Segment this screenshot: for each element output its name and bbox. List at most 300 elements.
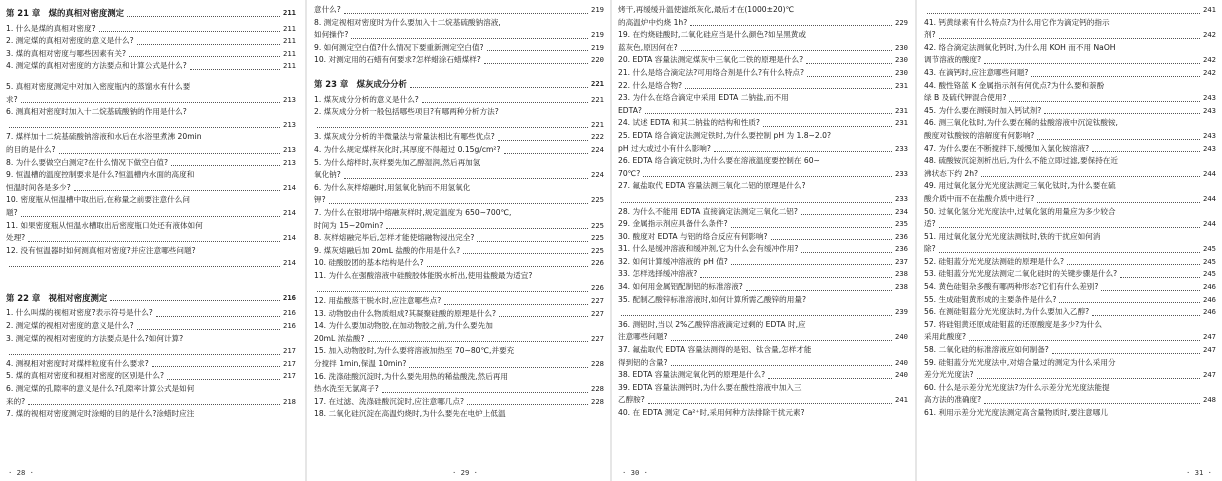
- question-text: 15. 加入动物胶时,为什么要将溶液加热至 70~80℃,并要充: [314, 346, 515, 356]
- dot-leader: [351, 37, 588, 39]
- toc-entry: [314, 245, 604, 258]
- question-text: 2. 测定煤的视相对密度的意义是什么?: [6, 321, 134, 331]
- question-text: 3. 煤灰成分分析的半微量法与常量法相比有哪些优点?: [314, 132, 495, 142]
- toc-entry: [618, 130, 908, 143]
- question-text: 2. 测定煤的真相对密度的意义是什么?: [6, 36, 134, 46]
- toc-entry: [618, 256, 908, 269]
- question-text: 22. 什么是络合物?: [618, 80, 683, 90]
- page-ref: 228: [591, 396, 604, 406]
- page-ref: 214: [283, 182, 296, 192]
- page-ref: 247: [1203, 332, 1216, 342]
- toc-entry: [314, 396, 604, 409]
- toc-entry-continuation: [924, 218, 1216, 231]
- page-ref: 211: [283, 8, 296, 17]
- dot-leader: [714, 150, 892, 152]
- question-text: 的高温炉中灼烧 1h?: [618, 17, 688, 27]
- page-ref: 240: [895, 370, 908, 380]
- question-text: 处理?: [6, 233, 26, 243]
- dot-leader: [409, 366, 588, 368]
- toc-entry: [314, 54, 604, 67]
- toc-entry: [924, 231, 1216, 244]
- question-text: 10. 硅酸胶团的基本结构是什么?: [314, 258, 424, 268]
- toc-entry: [6, 307, 296, 320]
- question-text: 乙醇胺?: [618, 395, 645, 405]
- page-ref: 238: [895, 282, 908, 292]
- page-ref: 213: [283, 119, 296, 129]
- question-text: 58. 二氧化硅的标准溶液应如何制备?: [924, 345, 1049, 355]
- question-text: 1. 什么是煤的真相对密度?: [6, 23, 96, 33]
- toc-entry-continuation: [924, 92, 1216, 105]
- page-ref: 227: [591, 333, 604, 343]
- dot-leader: [1037, 138, 1200, 140]
- question-text: 23. 为什么在络合滴定中采用 EDTA 二钠盐,而不用: [618, 93, 789, 103]
- question-text: 33. 怎样选择缓冲溶液?: [618, 269, 698, 279]
- question-text: 1. 什么叫煤的视相对密度?表示符号是什么?: [6, 308, 153, 318]
- dot-leader: [700, 276, 892, 278]
- toc-entry: [6, 320, 296, 333]
- page-gutter: [305, 0, 307, 481]
- toc-entry: [314, 371, 604, 384]
- toc-entry: [618, 218, 908, 231]
- question-text: 36. 测铝时,当以 2%乙酸锌溶液滴定过剩的 EDTA 时,应: [618, 319, 806, 329]
- question-text: 24. 试述 EDTA 和其二钠盐的结构和性质?: [618, 118, 760, 128]
- question-text: 沸状态下约 2h?: [924, 168, 979, 178]
- page-ref: 233: [895, 143, 908, 153]
- dot-leader: [110, 299, 280, 301]
- chapter-heading: [314, 78, 604, 91]
- toc-entry: [618, 407, 908, 420]
- chapter-title: 第 22 章 视相对密度测定: [6, 292, 108, 303]
- page-ref: 235: [895, 219, 908, 229]
- toc-entry-continuation: [924, 168, 1216, 181]
- toc-entry: [618, 29, 908, 42]
- dot-leader: [137, 43, 280, 45]
- page-ref: 213: [283, 157, 296, 167]
- page-ref: 247: [1203, 370, 1216, 380]
- toc-entry-continuation: [924, 4, 1216, 17]
- dot-leader: [731, 263, 892, 265]
- toc-entry: [314, 257, 604, 270]
- dot-leader: [806, 62, 892, 64]
- question-text: 热水洗至无氯离子?: [314, 384, 379, 394]
- dot-leader: [981, 175, 1200, 177]
- toc-entry-continuation: [314, 282, 604, 295]
- toc-entry-continuation: [6, 182, 296, 195]
- question-text: 55. 生成硅钼黄形成的主要条件是什么?: [924, 294, 1057, 304]
- toc-entry-continuation: [314, 119, 604, 132]
- page-ref: 243: [1203, 93, 1216, 103]
- dot-leader: [317, 126, 588, 128]
- toc-entry: [6, 370, 296, 383]
- toc-entry: [314, 308, 604, 321]
- question-text: 18. 二氧化硅沉淀在高温灼烧时,为什么要先在电炉上低温: [314, 409, 506, 419]
- page-ref: 225: [591, 233, 604, 243]
- dot-leader: [368, 340, 588, 342]
- dot-leader: [1101, 289, 1200, 291]
- question-text: 3. 测定煤的视相对密度的方法要点是什么?如何计算?: [6, 333, 184, 343]
- toc-entry: [314, 144, 604, 157]
- page-ref: 242: [1203, 55, 1216, 65]
- question-text: 求?: [6, 94, 18, 104]
- page-ref: 222: [591, 132, 604, 142]
- toc-entry-continuation: [618, 42, 908, 55]
- toc-entry: [924, 407, 1216, 420]
- dot-leader: [690, 24, 892, 26]
- toc-entry: [314, 345, 604, 358]
- question-text: 3. 煤的真相对密度与哪些因素有关?: [6, 48, 127, 58]
- page-ref: 241: [895, 395, 908, 405]
- toc-entry: [924, 294, 1216, 307]
- toc-page-31: [918, 0, 1222, 481]
- page-ref: 231: [895, 105, 908, 115]
- toc-entry: [6, 408, 296, 421]
- page-ref: 216: [283, 308, 296, 318]
- question-text: 时间为 15~20min?: [314, 220, 384, 230]
- dot-leader: [643, 175, 892, 177]
- question-text: 7. 煤样加十二烷基硫酸钠溶液和水后在水浴里煮沸 20min: [6, 132, 202, 142]
- page-ref: 225: [591, 195, 604, 205]
- page-ref: 243: [1203, 143, 1216, 153]
- dot-leader: [317, 290, 588, 292]
- toc-entry: [924, 155, 1216, 168]
- question-text: 20. EDTA 容量法测定煤灰中三氧化二铁的原理是什么?: [618, 55, 804, 65]
- toc-entry: [924, 382, 1216, 395]
- toc-entry: [924, 117, 1216, 130]
- question-text: 除?: [924, 244, 936, 254]
- chapter-title: 第 23 章 煤灰成分分析: [314, 78, 407, 89]
- dot-leader: [9, 126, 280, 128]
- question-text: 来的?: [6, 396, 26, 406]
- page-ref: 211: [283, 23, 296, 33]
- toc-entry: [618, 92, 908, 105]
- dot-leader: [9, 265, 280, 267]
- page-ref: 246: [1203, 294, 1216, 304]
- toc-entry: [924, 180, 1216, 193]
- page-ref: 226: [591, 258, 604, 268]
- question-text: 59. 硅钼蓝分光光度法中,对熔合量过的测定为什么采用分: [924, 357, 1116, 367]
- page-ref: 240: [895, 332, 908, 342]
- toc-entry: [618, 206, 908, 219]
- page-ref: 244: [1203, 168, 1216, 178]
- question-text: 48. 硫酸铵沉淀剂析出后,为什么不能立即过滤,要保持在近: [924, 156, 1118, 166]
- toc-entry-continuation: [6, 94, 296, 107]
- question-text: 采用此酸度?: [924, 332, 966, 342]
- dot-leader: [9, 353, 280, 355]
- question-text: 32. 如何计算缓冲溶液的 pH 值?: [618, 256, 728, 266]
- page-ref: 211: [283, 48, 296, 58]
- toc-entry-continuation: [924, 193, 1216, 206]
- question-text: 4. 测定煤的真相对密度的方法要点和计算公式是什么?: [6, 61, 187, 71]
- question-text: 47. 为什么要在不断搅拌下,缓慢加入氯化铵溶液?: [924, 143, 1090, 153]
- toc-entry: [924, 281, 1216, 294]
- dot-leader: [344, 177, 588, 179]
- toc-entry: [924, 268, 1216, 281]
- toc-entry: [924, 357, 1216, 370]
- toc-entry: [924, 67, 1216, 80]
- toc-entry: [314, 157, 604, 170]
- toc-entry: [6, 48, 296, 61]
- dot-leader: [939, 226, 1200, 228]
- dot-leader: [152, 365, 280, 367]
- dot-leader: [410, 86, 588, 88]
- dot-leader: [1037, 201, 1200, 203]
- toc-entry: [6, 131, 296, 144]
- question-text: 10. 对测定用的石蜡有何要求?怎样蜡涂石蜡煤样?: [314, 55, 481, 65]
- page-ref: 246: [1203, 282, 1216, 292]
- dot-leader: [1092, 314, 1200, 316]
- question-text: 42. 络合滴定法测氧化钙时,为什么用 KOH 而不用 NaOH: [924, 42, 1116, 52]
- toc-entry-continuation: [618, 193, 908, 206]
- page-number: · 29 ·: [452, 468, 478, 477]
- question-text: 37. 氟盐取代 EDTA 容量法测得的是铝、钛含量,怎样才能: [618, 345, 812, 355]
- toc-entry-continuation: [6, 232, 296, 245]
- dot-leader: [484, 62, 588, 64]
- toc-entry: [618, 344, 908, 357]
- question-text: 31. 什么是缓冲溶液和缓冲剂,它为什么会有缓冲作用?: [618, 244, 799, 254]
- question-text: 34. 如何用金属铝配制铝的标准溶液?: [618, 282, 743, 292]
- toc-entry: [314, 106, 604, 119]
- page-ref: 211: [283, 36, 296, 46]
- toc-entry: [924, 42, 1216, 55]
- question-text: 1. 煤灰成分分析的意义是什么?: [314, 94, 419, 104]
- dot-leader: [671, 364, 892, 366]
- dot-leader: [99, 30, 280, 32]
- toc-entry-continuation: [618, 4, 908, 17]
- toc-entry: [924, 344, 1216, 357]
- toc-entry-continuation: [618, 357, 908, 370]
- question-text: 61. 利用示差分光光度法测定高含量物质时,要注意哪儿: [924, 408, 1108, 417]
- question-text: 40. 在 EDTA 测定 Ca²⁺时,采用何种方法排除干扰元素?: [618, 408, 805, 417]
- toc-entry: [618, 294, 908, 307]
- question-text: 12. 用盐酸蒸干脱水时,应注意哪些点?: [314, 296, 442, 306]
- question-text: 4. 为什么规定煤样灰化时,其厚度不得超过 0.15g/cm²?: [314, 144, 501, 154]
- dot-leader: [621, 201, 892, 203]
- question-text: 9. 恒温槽的温度控制要求是什么?恒温槽内水面的高度和: [6, 170, 195, 180]
- page-ref: 248: [1203, 395, 1216, 405]
- toc-entry: [6, 157, 296, 170]
- question-text: 43. 在滴钙时,应注意哪些问题?: [924, 67, 1029, 77]
- toc-entry: [6, 358, 296, 371]
- page-ref: 241: [1203, 5, 1216, 14]
- page-ref: 227: [591, 308, 604, 318]
- page-ref: 239: [895, 307, 908, 317]
- dot-leader: [21, 215, 280, 217]
- toc-entry-continuation: [924, 54, 1216, 67]
- toc-entry: [314, 320, 604, 333]
- page-ref: 242: [1203, 30, 1216, 40]
- question-text: 6. 测定煤的孔隙率的意义是什么?孔隙率计算公式是如何: [6, 384, 195, 394]
- dot-leader: [969, 339, 1200, 341]
- toc-entry: [618, 155, 908, 168]
- question-text: 44. 酸性铬蓝 K 金属指示剂有何优点?为什么要和萘酚: [924, 80, 1105, 90]
- question-text: 25. EDTA 络合滴定法测定铁时,为什么要控制 pH 为 1.8~2.0?: [618, 130, 832, 140]
- dot-leader: [463, 252, 588, 254]
- toc-entry: [314, 295, 604, 308]
- toc-entry-continuation: [618, 168, 908, 181]
- page-ref: 231: [895, 80, 908, 90]
- page-ref: 226: [591, 283, 604, 293]
- page-number: · 30 ·: [622, 468, 648, 477]
- toc-entry: [6, 194, 296, 207]
- toc-entry: [618, 180, 908, 193]
- question-text: 53. 硅钼蓝分光光度法测定二氧化硅时的关键步骤是什么?: [924, 269, 1118, 279]
- page-ref: 230: [895, 42, 908, 52]
- dot-leader: [444, 303, 588, 305]
- toc-entry-continuation: [924, 29, 1216, 42]
- page-ref: 245: [1203, 256, 1216, 266]
- page-ref: 219: [591, 5, 604, 14]
- dot-leader: [977, 377, 1200, 379]
- question-text: 51. 用过氧化氢分光光度法测钛时,铁的干扰应如何消: [924, 231, 1101, 241]
- toc-entry-continuation: [6, 144, 296, 157]
- toc-page-30: [612, 0, 914, 481]
- page-ref: 245: [1203, 269, 1216, 279]
- page-ref: 233: [895, 168, 908, 178]
- question-text: 差分光光度法?: [924, 370, 974, 380]
- page-ref: 246: [1203, 307, 1216, 317]
- dot-leader: [127, 15, 280, 17]
- dot-leader: [645, 112, 892, 114]
- dot-leader: [1059, 301, 1200, 303]
- question-text: 17. 在过滤、洗涤硅酸沉淀时,应注意哪几点?: [314, 396, 465, 406]
- toc-entry: [6, 60, 296, 73]
- toc-entry-continuation: [314, 383, 604, 396]
- dot-leader: [1067, 263, 1200, 265]
- question-text: 30. 酸度对 EDTA 与铝的络合反应有何影响?: [618, 231, 768, 241]
- page-ref: 229: [895, 17, 908, 27]
- dot-leader: [984, 402, 1200, 404]
- page-ref: 213: [283, 144, 296, 154]
- page-ref: 213: [283, 94, 296, 104]
- toc-entry: [924, 143, 1216, 156]
- dot-leader: [171, 164, 280, 166]
- question-text: 意什么?: [314, 5, 341, 14]
- toc-page-28: [0, 0, 302, 481]
- dot-leader: [156, 315, 280, 317]
- question-text: 20mL 浓盐酸?: [314, 333, 365, 343]
- dot-leader: [685, 87, 892, 89]
- question-text: 5. 为什么熔样时,灰样要先加乙醇湿润,然后再加氢: [314, 157, 481, 167]
- toc-entry-continuation: [618, 306, 908, 319]
- toc-entry-continuation: [924, 331, 1216, 344]
- page-ref: 236: [895, 231, 908, 241]
- dot-leader: [801, 251, 892, 253]
- toc-entry-continuation: [6, 257, 296, 270]
- dot-leader: [477, 240, 588, 242]
- page-ref: 211: [283, 61, 296, 71]
- question-text: 60. 什么是示差分光光度法?为什么示差分光光度法能提: [924, 382, 1110, 392]
- page-ref: 225: [591, 245, 604, 255]
- page-ref: 217: [283, 358, 296, 368]
- page-ref: 234: [895, 206, 908, 216]
- dot-leader: [1044, 112, 1200, 114]
- toc-entry-continuation: [924, 369, 1216, 382]
- toc-entry: [314, 207, 604, 220]
- question-text: 如何操作?: [314, 30, 349, 40]
- toc-entry: [314, 232, 604, 245]
- question-text: 56. 在测硅钼蓝分光光度法时,为什么要加入乙醇?: [924, 307, 1090, 317]
- toc-entry-continuation: [6, 396, 296, 409]
- question-text: 16. 洗涤硅酸沉淀时,为什么要先用热的稀盐酸洗,然后再用: [314, 371, 508, 381]
- toc-page-29: [308, 0, 610, 481]
- page-ref: 228: [591, 384, 604, 394]
- dot-leader: [939, 37, 1200, 39]
- page-ref: 237: [895, 256, 908, 266]
- question-text: 52. 硅钼蓝分光光度法测硅的原理是什么?: [924, 256, 1065, 266]
- page-ref: 224: [591, 144, 604, 154]
- page-ref: 243: [1203, 105, 1216, 115]
- question-text: 38. EDTA 容量法测定氧化钙的原理是什么?: [618, 370, 766, 380]
- question-text: 8. 测定视相对密度时为什么要加入十二烷基硫酸钠溶液,: [314, 17, 501, 27]
- page-ref: 224: [591, 170, 604, 180]
- toc-entry-continuation: [618, 394, 908, 407]
- question-text: 高方法的准确度?: [924, 395, 982, 405]
- question-text: 50. 过氧化氢分光光度法中,过氧化氢的用量应为多少较合: [924, 206, 1116, 216]
- toc-spacer: [314, 67, 604, 75]
- question-text: 5. 真相对密度测定中对加入密度瓶内的蒸馏水有什么要: [6, 81, 191, 91]
- dot-leader: [1031, 75, 1200, 77]
- toc-entry-continuation: [618, 331, 908, 344]
- page-ref: 221: [591, 78, 604, 88]
- toc-entry: [618, 67, 908, 80]
- question-text: 烤干,再缓缓升温使滤纸灰化,最后才在(1000±20)℃: [618, 5, 795, 14]
- question-text: 酸度对钛酸铵的溶解度有何影响?: [924, 130, 1035, 140]
- toc-entry-continuation: [314, 29, 604, 42]
- toc-entry: [924, 105, 1216, 118]
- dot-leader: [927, 12, 1200, 14]
- dot-leader: [386, 227, 588, 229]
- dot-leader: [648, 402, 892, 404]
- question-text: 调节溶液的酸度?: [924, 55, 982, 65]
- dot-leader: [344, 12, 588, 14]
- toc-entry-continuation: [924, 130, 1216, 143]
- page-ref: 242: [1203, 67, 1216, 77]
- dot-leader: [771, 238, 892, 240]
- page-ref: 231: [895, 118, 908, 128]
- dot-leader: [329, 202, 588, 204]
- dot-leader: [498, 139, 588, 141]
- toc-entry: [618, 382, 908, 395]
- dot-leader: [746, 289, 892, 291]
- question-text: 蓝灰色,原因何在?: [618, 42, 678, 52]
- toc-entry: [6, 106, 296, 119]
- toc-entry: [618, 319, 908, 332]
- page-ref: 220: [591, 55, 604, 65]
- page-ref: 219: [591, 42, 604, 52]
- question-text: 酸介质中而不在盐酸介质中进行?: [924, 193, 1035, 203]
- page-ref: 244: [1203, 193, 1216, 203]
- toc-entry: [924, 206, 1216, 219]
- question-text: 41. 钙黄绿素有什么特点?为什么用它作为滴定钙的指示: [924, 17, 1110, 27]
- question-text: 19. 在灼烧硅酸时,二氧化硅应当是什么颜色?如呈黑黄或: [618, 30, 806, 40]
- dot-leader: [1120, 276, 1200, 278]
- toc-entry-continuation: [618, 17, 908, 30]
- page-ref: 214: [283, 233, 296, 243]
- dot-leader: [807, 75, 892, 77]
- question-text: 分搅拌 1min,保温 10min?: [314, 359, 407, 369]
- toc-entry: [6, 333, 296, 346]
- toc-entry-continuation: [6, 345, 296, 358]
- dot-leader: [499, 315, 588, 317]
- toc-entry: [314, 131, 604, 144]
- question-text: 6. 测真相对密度时加入十二烷基硫酸钠的作用是什么?: [6, 107, 187, 117]
- toc-entry-continuation: [314, 169, 604, 182]
- page-ref: 217: [283, 371, 296, 381]
- toc-entry: [6, 81, 296, 94]
- page-ref: 230: [895, 55, 908, 65]
- toc-entry: [6, 35, 296, 48]
- dot-leader: [939, 251, 1200, 253]
